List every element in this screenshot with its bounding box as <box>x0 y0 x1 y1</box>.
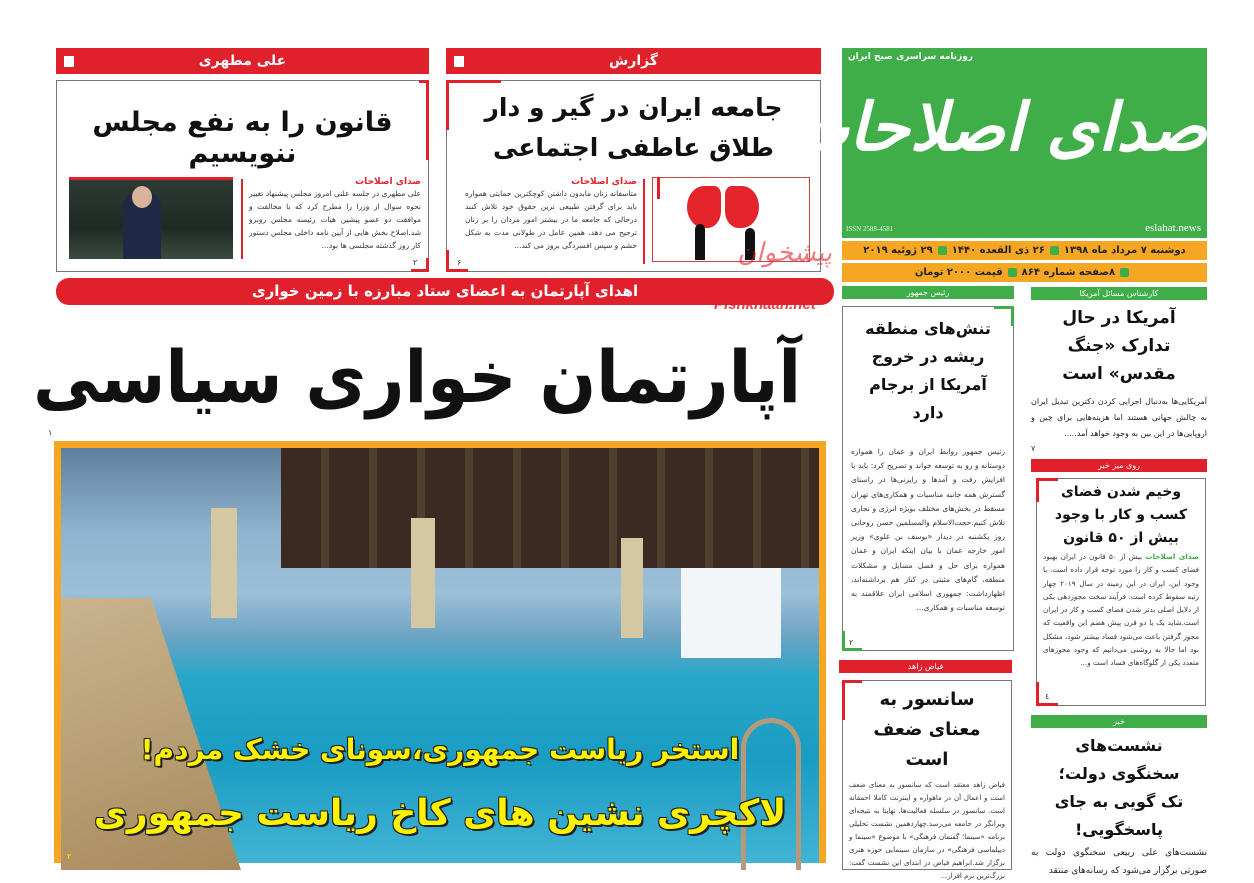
source-label: صدای اصلاحات <box>355 177 421 187</box>
date-persian: دوشنبه ۷ مرداد ماه ۱۳۹۸ <box>1063 245 1186 256</box>
headline: طلاق عاطفی اجتماعی <box>493 133 774 162</box>
page-number: ۱ <box>48 428 53 437</box>
headline: آمریکا در حال تدارک «جنگ مقدس» است <box>1062 308 1176 384</box>
info-bar <box>842 263 1207 282</box>
page-number: ۷ <box>1031 444 1036 453</box>
masthead <box>786 48 1207 238</box>
article-body: متاسفانه زنان مابدون داشتن کوچکترین حمایتی همواره باید برای گرفتن طبیعی ترین حقوق خود تلاش کنند درحالی که جامعه ما در بیشتر امور مردان را بر زنان ترجیح می دهد. همین عامل در طولانی مدت به شکل خشم و سپس افسردگی بروز می کند... <box>465 189 637 250</box>
date-bar <box>842 241 1207 260</box>
article-motahari[interactable] <box>56 80 429 272</box>
headline: قانون را به نفع مجلس ننویسیم <box>92 107 393 169</box>
date-gregorian: ۲۹ ژوئیه ۲۰۱۹ <box>863 245 933 256</box>
headline: جامعه ایران در گیر و دار <box>484 93 783 122</box>
tagline: روزنامه سراسری صبح ایران <box>848 52 974 62</box>
article-body: رئیس جمهور روابط ایران و عمان را همواره دوستانه و رو به توسعه خواند و تصریح کرد: باید با افزایش رفت و آمدها و رایزنی‌ها در راستای گسترش همه جانبه مناسبات و همکاری‌های تهران مسقط در بخش‌های مختلف بویژه انرژی و تجاری تلاش کنیم.حجت‌الاسلام والمسلمین حسن روحانی روز یکشنبه در دیدار «یوسف بن علوی» وزیر امور خارجه عمان با بیان اینکه ایران و عمان همواره برای حل و فصل مسایل و مشکلات منطقه، گام‌های مثبتی در کنار هم برداشته‌اند، اظهارداشت: جمهوری اسلامی ایران علاقمند به توسعه مناسبات و همکاری... <box>851 447 1005 613</box>
article-business[interactable] <box>1036 478 1206 706</box>
section-header-america: کارشناس مسائل آمریکا <box>1031 287 1207 300</box>
page-number: ۲ <box>849 638 854 647</box>
source-label: صدای اصلاحات <box>1145 552 1199 561</box>
watermark: پیشخوان Pishkhaan.net <box>714 238 832 313</box>
section-header-news: خبر <box>1031 715 1207 728</box>
article-fayaz[interactable] <box>842 680 1012 880</box>
article-body: علی مطهری در جلسه علنی امروز مجلس پیشنهاد تغییر نحوه سوال از وزرا را مطرح کرد که با مخالفت و موافقت دو عضو پیشین هیات رئیسه مجلس روبرو شد.اصلاح بخش هایی از آیین نامه داخلی مجلس دستور کار روز گذشته مجلسی ها بود... <box>249 189 421 250</box>
pages-issue: ۸صفحه شماره ۸۶۴ <box>1021 267 1116 278</box>
source-label: صدای اصلاحات <box>571 177 637 187</box>
square-icon <box>64 56 74 67</box>
issn: ISSN 2588-4581 <box>846 225 894 233</box>
page-number: ۲ <box>413 258 418 267</box>
section-header-fayaz: فیاض زاهد <box>839 660 1012 673</box>
newspaper-logo: صدای اصلاحات <box>786 88 1207 166</box>
section-header-motahari <box>56 48 429 74</box>
website[interactable]: eslahat.news <box>1145 222 1201 234</box>
price: قیمت ۲۰۰۰ تومان <box>914 267 1003 278</box>
main-photo-pool <box>54 441 826 863</box>
date-hijri: ۲۶ ذی القعده ۱۴۴۰ <box>951 245 1045 256</box>
article-body: آمریکایی‌ها به‌دنبال اجرایی کردن دکترین تبدیل ایران به چالش جهانی هستند اما هزینه‌هایی برای چین و اروپایی‌ها در این بین به وجود خواهد آمد..... <box>1031 397 1207 438</box>
article-body: بیش از ۵۰ قانون در ایران بهبود فضای کسب و کار را مورد توجه قرار داده است. با وجود این، ایران در این زمینه در سال ۲۰۱۹ چهار رتبه سقوط کرده است. فرآیند سخت مجوزدهی یکی از دلایل اصلی بدتر شدن فضای کسب و کار در ایران است.شاید یک یا دو قرن پیش هضم این واقعیت که مجوز گرفتن باعث می‌شود فساد بیشتر شود، مشکل بود اما حالا به روشنی می‌دانیم که وجود مجوزهای متعدد یکی از گلوگاه‌های فساد است و... <box>1043 552 1200 668</box>
article-america[interactable] <box>1031 304 1207 453</box>
page-number: ٤ <box>1045 692 1050 701</box>
section-label: گزارش <box>608 53 659 69</box>
headline: وخیم شدن فضای کسب و کار با وجود بیش از ۵۰ قانون <box>1054 484 1188 546</box>
square-icon <box>454 56 464 67</box>
headline: نشست‌های سخنگوی دولت؛ تک گویی به جای پاسخگویی! <box>1054 736 1184 839</box>
headline: تنش‌های منطقه ریشه در خروج آمریکا از برجام دارد <box>865 319 991 422</box>
banner-headline: اهدای آپارتمان به اعضای ستاد مبارزه با زمین خواری <box>56 278 834 305</box>
photo-caption-2: لاکچری نشین های کاخ ریاست جمهوری <box>93 793 787 834</box>
section-header-report <box>446 48 821 74</box>
article-president[interactable] <box>842 306 1014 651</box>
photo-caption-1: استخر ریاست جمهوری،سونای خشک مردم! <box>140 733 740 766</box>
section-header-business: روی میز خبر <box>1031 459 1207 472</box>
section-label: علی مطهری <box>198 53 287 69</box>
page-number: ۶ <box>457 258 462 267</box>
photo-motahari <box>69 177 233 259</box>
article-body: نشست‌های علی ربیعی سخنگوی دولت به صورتی برگزار می‌شود که رسانه‌های منتقد <box>1031 848 1207 876</box>
main-headline-container <box>32 318 834 436</box>
section-header-president: رئیس جمهور <box>842 286 1014 299</box>
page-number: ۲ <box>67 852 72 861</box>
article-spokesman[interactable] <box>1031 732 1207 880</box>
article-body: فیاض زاهد معتقد است که سانسور به معنای ضعف است و اعمال آن در ماهواره و اینترنت کاملا احمقانه است. سانسور در سلسله فعالیت‌ها، نهایتا به نتیجه‌ای ویرانگر در جامعه می‌رسد.چهاردهمین نشست تحلیلی برنامه «سینما؛ گفتمان فرهنگی» با موضوع «سینما و دیپلماسی فرهنگی» در سازمان سینمایی حوزه هنری برگزار شد.ابراهیم فیاض در ابتدای این نشست گفت: بزرگ‌ترین نرم افزار... <box>849 781 1005 880</box>
headline: سانسور به معنای ضعف است <box>873 689 981 770</box>
main-headline: آپارتمان خواری سیاسی <box>32 335 801 419</box>
